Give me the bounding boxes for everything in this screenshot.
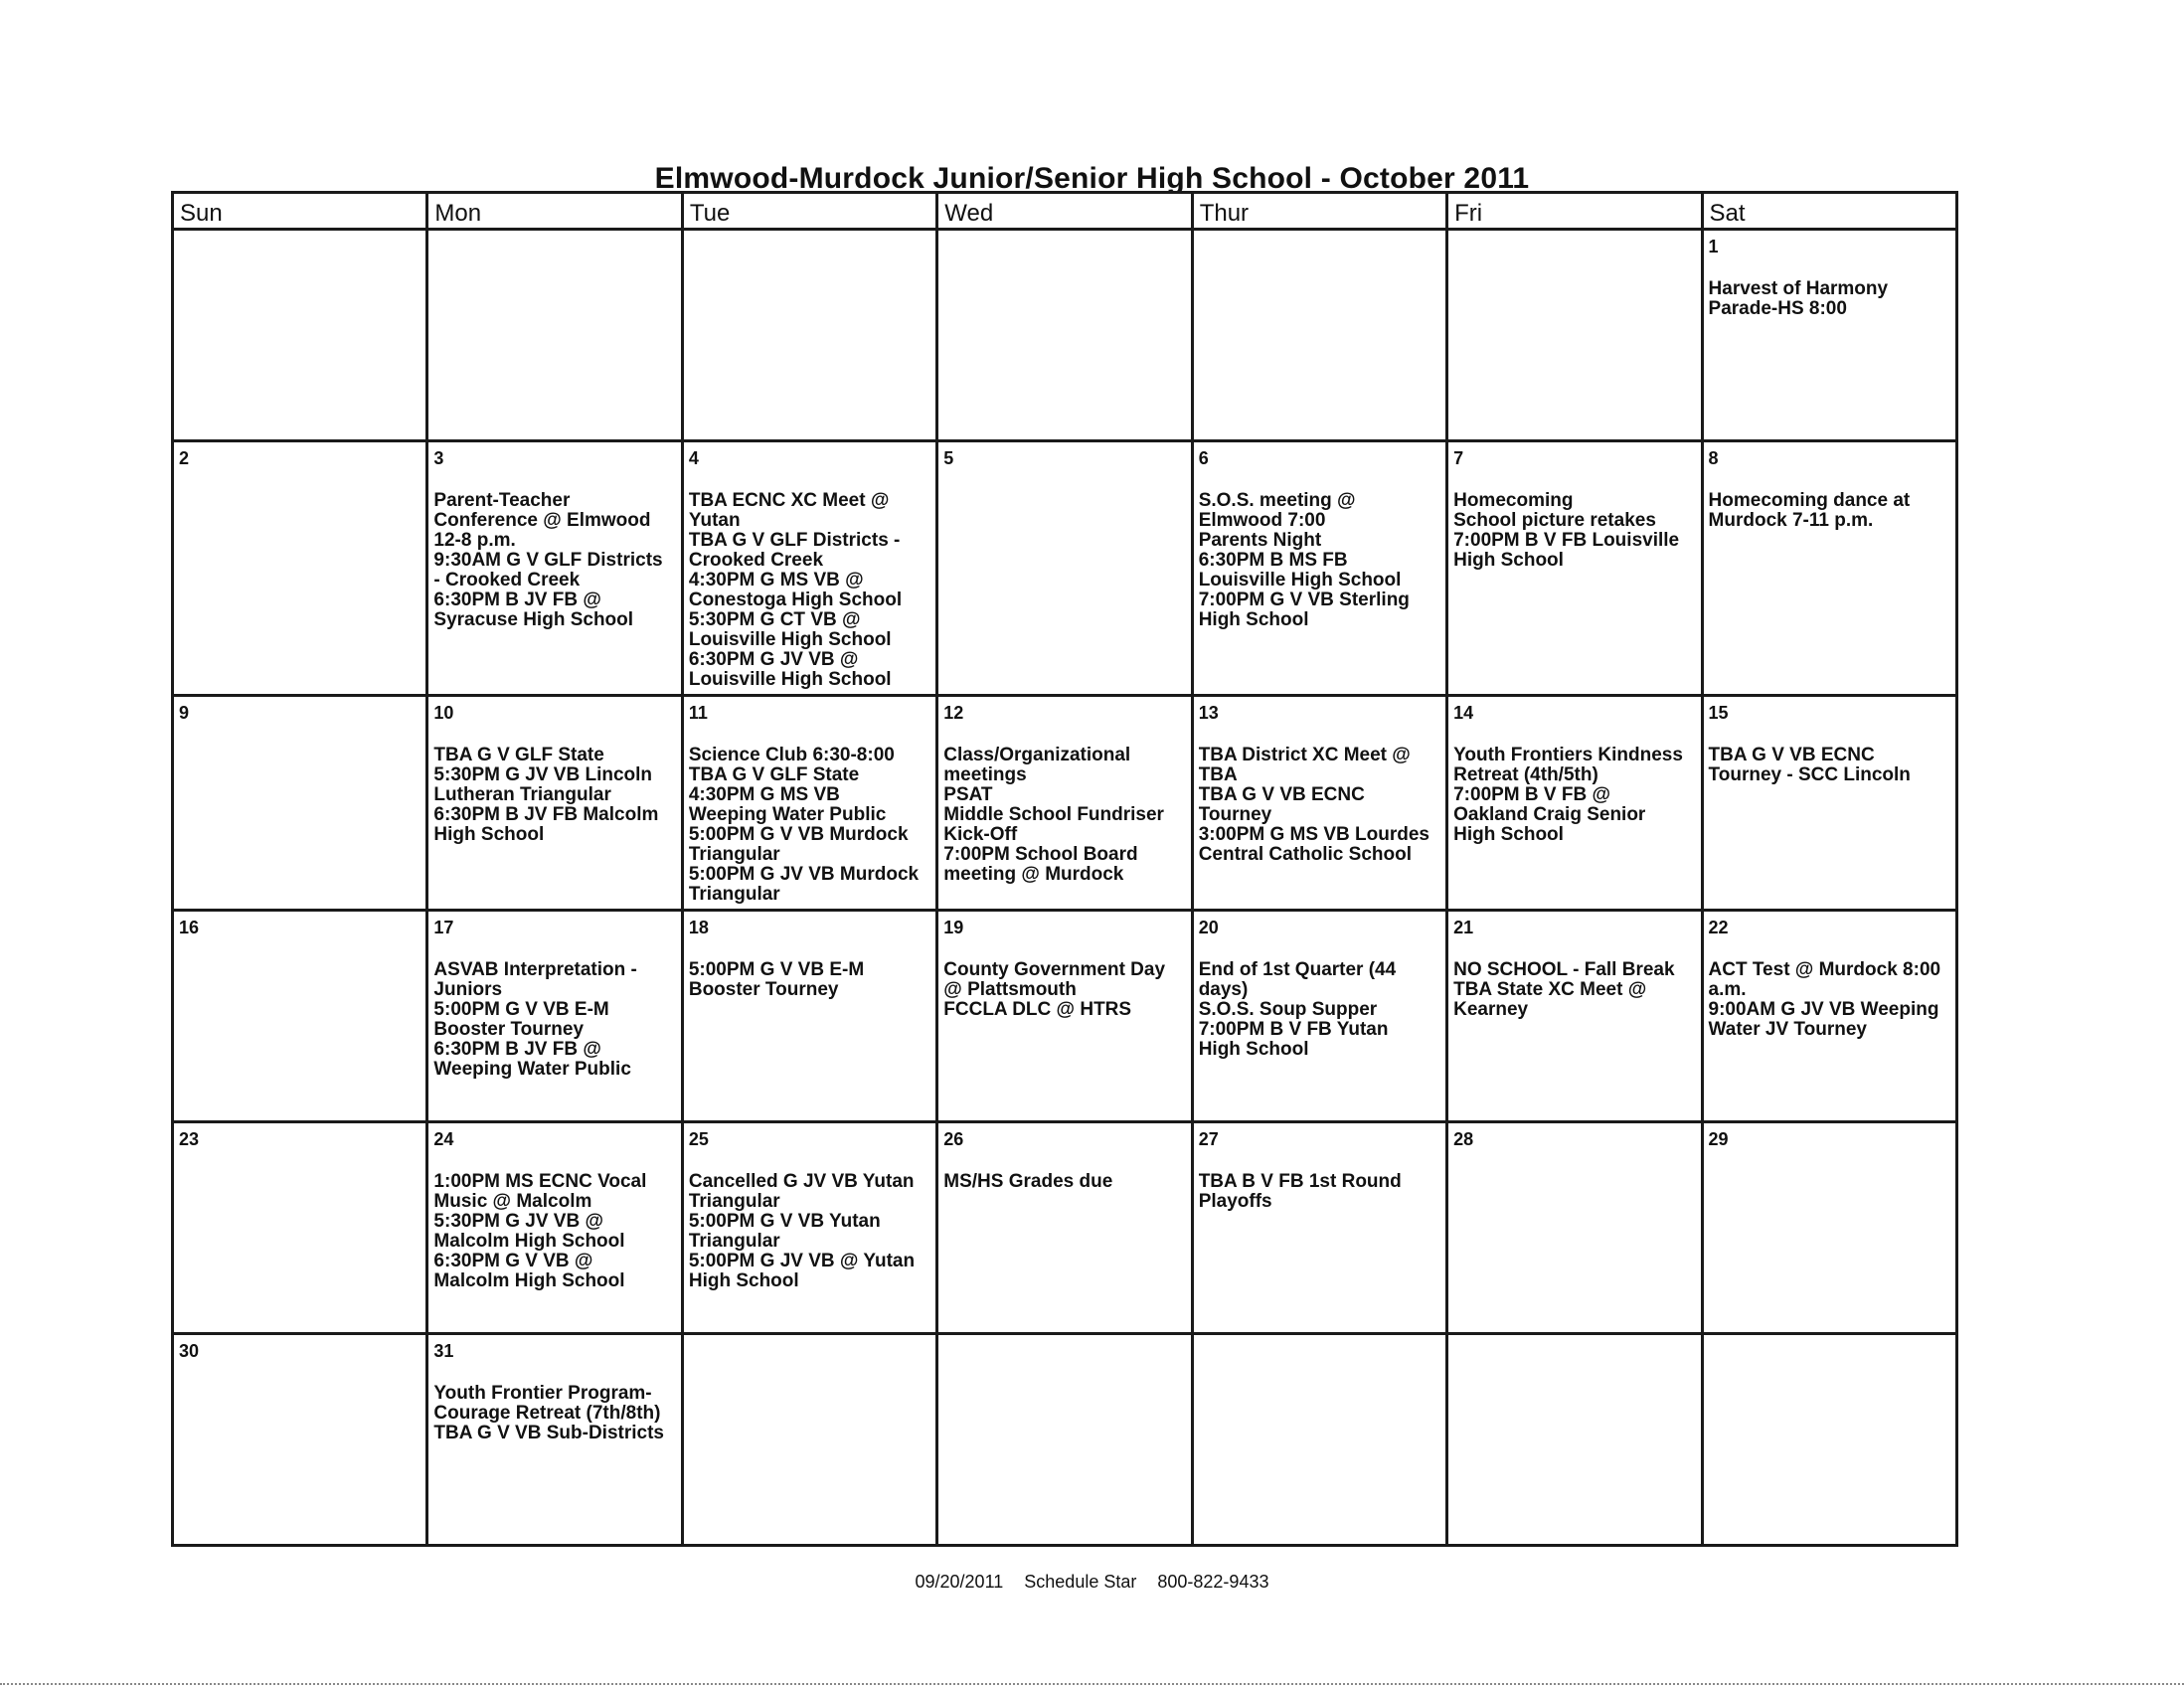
day-events: ASVAB Interpretation - Juniors 5:00PM G V VB E-M Booster Tourney 6:30PM B JV FB @ Weeping Water Public (433, 959, 637, 1080)
day-cell (1192, 230, 1446, 441)
day-cell (173, 911, 427, 1122)
week-row (173, 1334, 1957, 1546)
day-cell (1702, 696, 1956, 911)
day-cell (1447, 696, 1702, 911)
day-cell (427, 696, 682, 911)
weekday-header-wed: Wed (937, 193, 1192, 230)
day-cell (1702, 1334, 1956, 1546)
day-number: 30 (179, 1341, 200, 1361)
weekday-header-sun: Sun (173, 193, 427, 230)
day-events: Class/Organizational meetings PSAT Middle School Fundriser Kick-Off 7:00PM School Board meeting @ Murdock (943, 745, 1164, 885)
day-events: Homecoming dance at Murdock 7-11 p.m. (1708, 490, 1911, 531)
day-cell (682, 911, 936, 1122)
day-cell (173, 1122, 427, 1334)
day-events: Science Club 6:30-8:00 TBA G V GLF State 4:30PM G MS VB Weeping Water Public 5:00PM G V VB Murdock Triangular 5:00PM G JV VB Murdock Triangular (688, 745, 920, 905)
day-number: 12 (943, 703, 964, 723)
day-cell (1192, 1334, 1446, 1546)
day-number: 29 (1708, 1129, 1729, 1149)
week-row (173, 441, 1957, 696)
day-events: Youth Frontiers Kindness Retreat (4th/5th) 7:00PM B V FB @ Oakland Craig Senior High School (1453, 745, 1683, 845)
day-number: 16 (179, 918, 200, 937)
day-events: 5:00PM G V VB E-M Booster Tourney (688, 959, 865, 1000)
day-cell (1702, 911, 1956, 1122)
day-number: 22 (1708, 918, 1729, 937)
day-number: 25 (688, 1129, 709, 1149)
week-row (173, 911, 1957, 1122)
day-events: Homecoming School picture retakes 7:00PM B V FB Louisville High School (1453, 490, 1680, 571)
day-cell (937, 696, 1192, 911)
day-number: 1 (1708, 237, 1719, 256)
day-cell (1702, 1122, 1956, 1334)
day-events: Youth Frontier Program- Courage Retreat (7th/8th) TBA G V VB Sub-Districts (433, 1383, 664, 1443)
day-events: ACT Test @ Murdock 8:00 a.m. 9:00AM G JV VB Weeping Water JV Tourney (1708, 959, 1941, 1040)
day-cell (1447, 911, 1702, 1122)
day-cell (1192, 441, 1446, 696)
weekday-header-mon: Mon (427, 193, 682, 230)
day-number: 20 (1198, 918, 1219, 937)
page-title: Elmwood-Murdock Junior/Senior High School - October 2011 (654, 162, 1530, 195)
day-number: 7 (1453, 448, 1464, 468)
calendar-grid (171, 191, 1958, 1547)
day-events: TBA G V VB ECNC Tourney - SCC Lincoln (1708, 745, 1911, 785)
day-cell (1447, 230, 1702, 441)
day-cell (1447, 1334, 1702, 1546)
day-number: 24 (433, 1129, 454, 1149)
day-cell (1192, 911, 1446, 1122)
day-cell (937, 441, 1192, 696)
day-cell (427, 230, 682, 441)
day-cell (173, 1334, 427, 1546)
day-events: Harvest of Harmony Parade-HS 8:00 (1708, 278, 1889, 319)
day-events: County Government Day @ Plattsmouth FCCLA DLC @ HTRS (943, 959, 1166, 1020)
day-events: TBA G V GLF State 5:30PM G JV VB Lincoln Lutheran Triangular 6:30PM B JV FB Malcolm High School (433, 745, 659, 845)
day-events: TBA B V FB 1st Round Playoffs (1198, 1171, 1402, 1212)
day-cell (427, 1122, 682, 1334)
day-events: 1:00PM MS ECNC Vocal Music @ Malcolm 5:30PM G JV VB @ Malcolm High School 6:30PM G V VB @ Malcolm High School (433, 1171, 647, 1291)
week-row (173, 230, 1957, 441)
footer-source: Schedule Star (1024, 1572, 1137, 1592)
weekday-header-sat: Sat (1702, 193, 1956, 230)
day-cell (173, 441, 427, 696)
day-cell (937, 1122, 1192, 1334)
day-cell (427, 441, 682, 696)
day-events: NO SCHOOL - Fall Break TBA State XC Meet @ Kearney (1453, 959, 1675, 1020)
week-row (173, 696, 1957, 911)
day-cell (1447, 441, 1702, 696)
weekday-header-fri: Fri (1447, 193, 1702, 230)
day-cell (1702, 441, 1956, 696)
day-cell (682, 1122, 936, 1334)
day-events: MS/HS Grades due (943, 1171, 1113, 1192)
day-cell (937, 1334, 1192, 1546)
day-number: 19 (943, 918, 964, 937)
day-number: 26 (943, 1129, 964, 1149)
day-number: 14 (1453, 703, 1474, 723)
day-number: 4 (688, 448, 699, 468)
day-cell (427, 911, 682, 1122)
day-number: 3 (433, 448, 444, 468)
day-events: Cancelled G JV VB Yutan Triangular 5:00PM G V VB Yutan Triangular 5:00PM G JV VB @ Yutan High School (688, 1171, 916, 1291)
day-number: 15 (1708, 703, 1729, 723)
day-number: 28 (1453, 1129, 1474, 1149)
day-cell (682, 696, 936, 911)
day-cell (1192, 696, 1446, 911)
page-footer (0, 1572, 2184, 1593)
day-number: 8 (1708, 448, 1719, 468)
day-cell (1447, 1122, 1702, 1334)
day-cell (427, 1334, 682, 1546)
day-events: S.O.S. meeting @ Elmwood 7:00 Parents Night 6:30PM B MS FB Louisville High School 7:00PM G V VB Sterling High School (1198, 490, 1410, 630)
day-cell (1192, 1122, 1446, 1334)
day-cell (682, 230, 936, 441)
weekday-header-row (173, 193, 1957, 230)
day-cell (1702, 230, 1956, 441)
day-cell (682, 441, 936, 696)
day-number: 9 (179, 703, 190, 723)
weekday-header-tue: Tue (682, 193, 936, 230)
week-row (173, 1122, 1957, 1334)
day-number: 13 (1198, 703, 1219, 723)
day-cell (173, 696, 427, 911)
day-number: 5 (943, 448, 954, 468)
day-events: TBA ECNC XC Meet @ Yutan TBA G V GLF Districts - Crooked Creek 4:30PM G MS VB @ Conestoga High School 5:30PM G CT VB @ Louisville High School 6:30PM G JV VB @ Louisville High School (688, 490, 903, 690)
day-number: 23 (179, 1129, 200, 1149)
day-number: 21 (1453, 918, 1474, 937)
day-cell (937, 230, 1192, 441)
day-number: 17 (433, 918, 454, 937)
day-number: 10 (433, 703, 454, 723)
day-cell (173, 230, 427, 441)
day-number: 27 (1198, 1129, 1219, 1149)
day-events: Parent-Teacher Conference @ Elmwood 12-8 p.m. 9:30AM G V GLF Districts - Crooked Creek 6:30PM B JV FB @ Syracuse High School (433, 490, 663, 630)
footer-phone: 800-822-9433 (1157, 1572, 1269, 1592)
calendar-body (173, 230, 1957, 1546)
day-number: 2 (179, 448, 190, 468)
weekday-header-thur: Thur (1192, 193, 1446, 230)
bottom-divider (0, 1683, 2184, 1685)
day-number: 31 (433, 1341, 454, 1361)
day-cell (937, 911, 1192, 1122)
day-cell (682, 1334, 936, 1546)
day-number: 11 (688, 703, 708, 723)
footer-date: 09/20/2011 (915, 1572, 1004, 1592)
day-events: TBA District XC Meet @ TBA TBA G V VB ECNC Tourney 3:00PM G MS VB Lourdes Central Catholic School (1198, 745, 1429, 865)
day-number: 6 (1198, 448, 1209, 468)
day-events: End of 1st Quarter (44 days) S.O.S. Soup Supper 7:00PM B V FB Yutan High School (1198, 959, 1397, 1060)
day-number: 18 (688, 918, 709, 937)
